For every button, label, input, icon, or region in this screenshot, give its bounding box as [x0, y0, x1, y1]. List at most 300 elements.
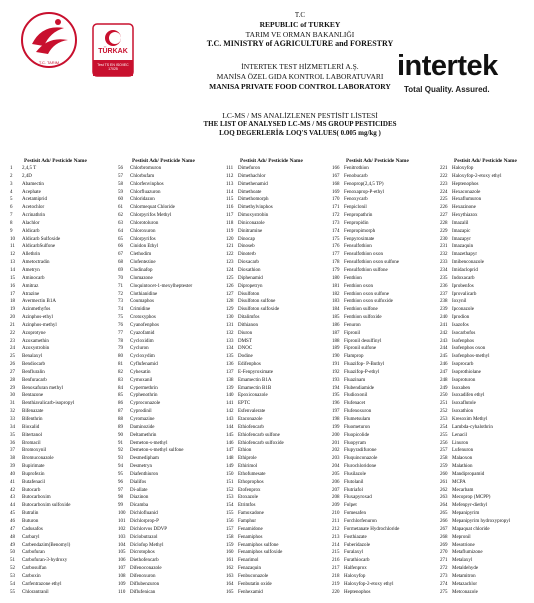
- row-number: 198: [332, 417, 340, 422]
- pesticide-name: Halfenprox: [344, 566, 367, 572]
- pesticide-row: [118, 526, 222, 534]
- row-number: 57: [118, 173, 123, 179]
- row-number: 21: [10, 322, 15, 328]
- row-number: 222: [440, 173, 448, 179]
- pesticide-name: Dimethylvinphos: [238, 205, 273, 211]
- row-number: 118: [226, 220, 234, 226]
- pesticide-row: [118, 338, 222, 346]
- pesticide-row: [10, 173, 114, 181]
- pesticide-name: Dimethoate: [238, 189, 262, 195]
- pesticide-name: Ethoprophos: [238, 479, 264, 485]
- pesticide-row: [118, 424, 222, 432]
- pesticide-row: [10, 189, 114, 197]
- pesticide-name: Butocarboxim sulfoxide: [22, 503, 71, 509]
- pesticide-row: [226, 338, 330, 346]
- pesticide-name: Hexaflumuron: [452, 197, 482, 203]
- row-number: 171: [332, 205, 340, 211]
- pesticide-name: Fuberidazole: [344, 542, 371, 548]
- pesticide-row: [118, 236, 222, 244]
- pesticide-name: Flubendiamide: [344, 385, 374, 391]
- pesticide-row: [332, 526, 436, 534]
- pesticide-name: Iprovalicarb: [452, 291, 477, 297]
- pesticide-name: Dichlofluanid: [130, 511, 158, 517]
- row-number: 206: [332, 479, 340, 485]
- pesticide-name: 2,4D: [22, 173, 32, 179]
- pesticide-row: [10, 534, 114, 542]
- pesticide-name: Avermectin B1A: [22, 299, 56, 305]
- row-number: 129: [226, 307, 234, 313]
- pesticide-row: [226, 353, 330, 361]
- pesticide-row: [10, 463, 114, 471]
- pesticide-name: Dichlorprop-P: [130, 518, 159, 524]
- row-number: 121: [226, 244, 234, 250]
- row-number: 240: [440, 315, 448, 321]
- pesticide-name: Cyprodinil: [130, 409, 152, 415]
- pesticide-row: [226, 173, 330, 181]
- pesticide-row: [226, 487, 330, 495]
- pesticide-row: [10, 408, 114, 416]
- pesticide-row: [332, 369, 436, 377]
- pesticide-name: Fensulfothion oxon sulfone: [344, 260, 399, 266]
- pesticide-row: [226, 510, 330, 518]
- row-number: 114: [226, 189, 234, 195]
- row-number: 24: [10, 346, 15, 352]
- pesticide-name: EPTC: [238, 401, 251, 407]
- pesticide-row: [10, 204, 114, 212]
- row-number: 248: [440, 377, 448, 383]
- row-number: 73: [118, 299, 123, 305]
- pesticide-row: [440, 212, 530, 220]
- pesticide-row: [10, 557, 114, 565]
- row-number: 208: [332, 495, 340, 501]
- pesticide-row: [118, 220, 222, 228]
- pesticide-name: Fomesafen: [344, 511, 366, 517]
- pesticide-name: Bioxalid: [22, 424, 40, 430]
- row-number: 265: [440, 511, 448, 517]
- pesticide-name: Fipronil sulfone: [344, 346, 377, 352]
- pesticide-row: [118, 549, 222, 557]
- row-number: 242: [440, 330, 448, 336]
- row-number: 84: [118, 385, 123, 391]
- row-number: 28: [10, 377, 15, 383]
- pesticide-row: [10, 494, 114, 502]
- pesticide-row: [118, 228, 222, 236]
- pesticide-name: E-Fenpyroximate: [238, 369, 273, 375]
- row-number: 79: [118, 346, 123, 352]
- svg-text:T.C. TARIM: T.C. TARIM: [38, 60, 60, 65]
- pesticide-row: [332, 542, 436, 550]
- pesticide-name: Chlorotoluron: [130, 220, 159, 226]
- pesticide-name: Azoxamethin: [22, 338, 49, 344]
- pesticide-row: [118, 510, 222, 518]
- pesticide-row: [226, 298, 330, 306]
- row-number: 174: [332, 228, 340, 234]
- row-number: 40: [10, 471, 15, 477]
- pesticide-row: [226, 565, 330, 573]
- pesticide-name: 2,4,5 T: [22, 166, 37, 171]
- pesticide-name: Fenthion sulfoxide: [344, 315, 382, 321]
- pesticide-name: Dicrotophos: [130, 550, 155, 556]
- row-number: 62: [118, 213, 123, 219]
- row-number: 20: [10, 315, 15, 321]
- row-number: 136: [226, 362, 234, 368]
- pesticide-name: Cypermethrin: [130, 385, 158, 391]
- pesticide-row: [10, 471, 114, 479]
- pesticide-name: Emamectin B1A: [238, 377, 272, 383]
- row-number: 72: [118, 291, 123, 297]
- row-number: 23: [10, 338, 15, 344]
- row-number: 101: [118, 518, 126, 524]
- pesticide-row: [332, 440, 436, 448]
- row-number: 213: [332, 534, 340, 540]
- pesticide-name: Clomazone: [130, 275, 153, 281]
- row-number: 93: [118, 456, 123, 462]
- row-number: 123: [226, 260, 234, 266]
- row-number: 68: [118, 260, 123, 266]
- row-number: 201: [332, 440, 340, 446]
- pesticide-row: [118, 447, 222, 455]
- pesticide-name: Crimidine: [130, 307, 151, 313]
- pesticide-row: [226, 424, 330, 432]
- row-number: 135: [226, 354, 234, 360]
- row-number: 159: [226, 542, 234, 548]
- pesticide-row: [10, 502, 114, 510]
- row-number: 42: [10, 487, 15, 493]
- pesticide-name: Diphenamid: [238, 275, 263, 281]
- pesticide-name: Fenamiphos sulfone: [238, 542, 279, 548]
- pesticide-row: [226, 228, 330, 236]
- row-number: 143: [226, 417, 234, 422]
- pesticide-row: [440, 534, 530, 542]
- pesticide-row: [226, 322, 330, 330]
- pesticide-name: Fensulfothion: [344, 244, 372, 250]
- pesticide-row: [10, 236, 114, 244]
- pesticide-row: [118, 518, 222, 526]
- row-number: 202: [332, 448, 340, 454]
- pesticide-row: [332, 220, 436, 228]
- pesticide-row: [332, 463, 436, 471]
- pesticide-row: [226, 479, 330, 487]
- row-number: 38: [10, 456, 15, 462]
- pesticide-name: Carbendazim(Benomyl): [22, 542, 71, 548]
- row-number: 125: [226, 275, 234, 281]
- pesticide-name: Diazinon: [130, 495, 149, 501]
- pesticide-name: Dithianon: [238, 322, 258, 328]
- pesticide-name: Butafenacil: [22, 479, 46, 485]
- pesticide-row: [440, 173, 530, 181]
- pesticide-name: Esfenvalerate: [238, 409, 266, 415]
- pesticide-name: Cyhexatin: [130, 369, 151, 375]
- row-number: 64: [118, 228, 123, 234]
- pesticide-row: [332, 228, 436, 236]
- pesticide-name: Metconazole: [452, 589, 478, 595]
- pesticide-name: Metaldehyde: [452, 566, 479, 572]
- header-lab-tr2: MANİSA ÖZEL GIDA KONTROL LABORATUVARI: [216, 72, 384, 81]
- row-number: 223: [440, 181, 448, 187]
- row-number: 158: [226, 534, 234, 540]
- pesticide-name: Aldicarb: [22, 228, 40, 234]
- header-lab-tr1: İNTERTEK TEST HİZMETLERİ A.Ş.: [241, 62, 359, 71]
- pesticide-row: [332, 455, 436, 463]
- pesticide-name: Aldicarb Sulfoxide: [22, 236, 61, 242]
- row-number: 236: [440, 283, 448, 289]
- pesticide-name: Formetanate Hydrochloride: [344, 526, 400, 532]
- pesticide-row: [332, 487, 436, 495]
- pesticide-row: [118, 345, 222, 353]
- row-number: 259: [440, 464, 448, 470]
- row-number: 189: [332, 346, 340, 352]
- header-ministry-tr: TARIM VE ORMAN BAKANLIĞI: [245, 30, 355, 39]
- row-number: 8: [10, 220, 13, 226]
- row-number: 16: [10, 283, 15, 289]
- row-number: 17: [10, 291, 15, 297]
- row-number: 148: [226, 456, 234, 462]
- pesticide-name: Fluopyram: [344, 440, 366, 446]
- pesticide-name: Azinphos-methyl: [22, 322, 57, 328]
- pesticide-name: Dimethomorph: [238, 197, 269, 203]
- pesticide-row: [440, 228, 530, 236]
- pesticide-name: MCPA: [452, 479, 466, 485]
- row-number: 90: [118, 432, 123, 438]
- row-number: 194: [332, 385, 340, 391]
- pesticide-name: Fenoxaprop-P-ethyl: [344, 189, 384, 195]
- pesticide-name: Malathion: [452, 464, 473, 470]
- pesticide-row: [332, 549, 436, 557]
- row-number: 147: [226, 448, 234, 454]
- row-number: 244: [440, 346, 448, 352]
- pesticide-row: [440, 526, 530, 534]
- pesticide-name: Bifenazate: [22, 409, 44, 415]
- row-number: 92: [118, 448, 123, 454]
- pesticide-name: Fenamiphos: [238, 534, 263, 540]
- row-number: 227: [440, 213, 448, 219]
- pesticide-row: [440, 353, 530, 361]
- row-number: 30: [10, 393, 15, 399]
- row-number: 103: [118, 534, 126, 540]
- pesticide-name: Lufenuron: [452, 448, 474, 454]
- pesticide-name: Cyanofenphos: [130, 322, 159, 328]
- row-number: 117: [226, 213, 234, 219]
- row-number: 134: [226, 346, 234, 352]
- row-number: 22: [10, 330, 15, 336]
- row-number: 45: [10, 511, 15, 517]
- pesticide-name: Haloxyfop: [452, 166, 474, 171]
- pesticide-name: Isoxathion: [452, 409, 474, 415]
- pesticide-row: [440, 392, 530, 400]
- pesticide-row: [332, 385, 436, 393]
- pesticide-name: Carbofuran-3-hydroxy: [22, 558, 68, 564]
- row-number: 258: [440, 456, 448, 462]
- row-number: 178: [332, 260, 340, 266]
- row-number: 26: [10, 362, 15, 368]
- row-number: 262: [440, 487, 448, 493]
- row-number: 132: [226, 330, 234, 336]
- pesticide-row: [440, 338, 530, 346]
- pesticide-row: [10, 275, 114, 283]
- pesticide-name: Dioxathion: [238, 267, 261, 273]
- row-number: 155: [226, 511, 234, 517]
- pesticide-row: [118, 243, 222, 251]
- intertek-tagline: Total Quality. Assured.: [404, 85, 490, 94]
- pesticide-name: Difenoxuron: [130, 573, 156, 579]
- pesticide-name: Buturon: [22, 518, 39, 524]
- row-number: 230: [440, 236, 448, 242]
- row-number: 268: [440, 534, 448, 540]
- pesticide-row: [118, 534, 222, 542]
- pesticide-row: [440, 573, 530, 581]
- pesticide-row: [440, 487, 530, 495]
- pesticide-row: [332, 408, 436, 416]
- row-number: 249: [440, 385, 448, 391]
- pesticide-name: Bentazone: [22, 393, 44, 399]
- pesticide-row: [226, 408, 330, 416]
- pesticide-row: [10, 455, 114, 463]
- pesticide-name: Flufenacet: [344, 401, 366, 407]
- pesticide-name: Azoxystrobin: [22, 346, 50, 352]
- pesticide-name: Clofentezine: [130, 260, 156, 266]
- pesticide-name: Chlorantranil: [22, 589, 49, 595]
- pesticide-name: Fenpiclonil: [344, 205, 367, 211]
- row-number: 217: [332, 566, 340, 572]
- pesticide-name: Chlorfluazuron: [130, 189, 161, 195]
- row-number: 214: [332, 542, 340, 548]
- pesticide-name: Amitraz: [22, 283, 39, 289]
- row-number: 122: [226, 252, 234, 258]
- pesticide-name: Cymoxanil: [130, 377, 153, 383]
- row-number: 60: [118, 197, 123, 203]
- pesticide-row: [440, 181, 530, 189]
- pesticide-name: Fenpropidin: [344, 220, 369, 226]
- pesticide-name: Butralin: [22, 511, 39, 517]
- pesticide-name: Azinmethyfos: [22, 307, 51, 313]
- row-number: 19: [10, 307, 15, 313]
- row-number: 234: [440, 267, 448, 273]
- pesticide-row: [10, 385, 114, 393]
- pesticide-row: [10, 330, 114, 338]
- row-number: 59: [118, 189, 123, 195]
- pesticide-name: Bifenthrin: [22, 417, 43, 422]
- pesticide-row: [332, 479, 436, 487]
- pesticide-row: [332, 267, 436, 275]
- pesticide-row: [10, 165, 114, 173]
- pesticide-row: [118, 471, 222, 479]
- pesticide-name: Bitertanol: [22, 432, 42, 438]
- pesticide-row: [332, 432, 436, 440]
- row-number: 81: [118, 362, 123, 368]
- pesticide-name: Ethiofencarb: [238, 424, 264, 430]
- pesticide-row: [118, 369, 222, 377]
- row-number: 3: [10, 181, 13, 187]
- pesticide-name: Carbaryl: [22, 534, 40, 540]
- pesticide-name: Cloquintocet-1-mexylheptester: [130, 283, 193, 289]
- row-number: 181: [332, 283, 340, 289]
- pesticide-name: Disulfoton sulfone: [238, 299, 276, 305]
- pesticide-name: Azoprotyne: [22, 330, 46, 336]
- row-number: 232: [440, 252, 448, 258]
- pesticide-name: Abamectin: [22, 181, 44, 187]
- pesticide-row: [332, 314, 436, 322]
- row-number: 239: [440, 307, 448, 313]
- column-header: Pestisit Adı/ Pesticide Name: [24, 158, 87, 164]
- row-number: 215: [332, 550, 340, 556]
- pesticide-row: [226, 267, 330, 275]
- pesticide-row: [226, 455, 330, 463]
- pesticide-name: Metalaxyl: [452, 558, 473, 564]
- pesticide-name: Fenhexamid: [238, 589, 263, 595]
- row-number: 247: [440, 369, 448, 375]
- pesticide-row: [332, 196, 436, 204]
- pesticide-name: Fluopicolide: [344, 432, 370, 438]
- pesticide-row: [332, 298, 436, 306]
- row-number: 272: [440, 566, 448, 572]
- pesticide-name: Haloxyfop: [344, 573, 366, 579]
- row-number: 70: [118, 275, 123, 281]
- pesticide-name: Malaoxon: [452, 456, 473, 462]
- pesticide-row: [118, 392, 222, 400]
- pesticide-row: [118, 330, 222, 338]
- pesticide-name: Fenpropimorph: [344, 228, 376, 234]
- row-number: 77: [118, 330, 123, 336]
- row-number: 48: [10, 534, 15, 540]
- pesticide-name: Fenpyroximate: [344, 236, 375, 242]
- pesticide-row: [440, 479, 530, 487]
- row-number: 43: [10, 495, 15, 501]
- pesticide-row: [118, 314, 222, 322]
- pesticide-row: [226, 243, 330, 251]
- pesticide-row: [332, 565, 436, 573]
- pesticide-row: [118, 251, 222, 259]
- pesticide-row: [10, 479, 114, 487]
- row-number: 120: [226, 236, 234, 242]
- pesticide-name: Ethion: [238, 448, 252, 454]
- pesticide-name: Diafenthiuron: [130, 471, 159, 477]
- pesticide-name: Famoxadone: [238, 511, 264, 517]
- row-number: 126: [226, 283, 234, 289]
- pesticide-row: [440, 345, 530, 353]
- row-number: 199: [332, 424, 340, 430]
- pesticide-name: Fluquinconazole: [344, 456, 378, 462]
- pesticide-name: Fenthion oxon sulfoxide: [344, 299, 393, 305]
- pesticide-name: Chlorbromuron: [130, 166, 162, 171]
- row-number: 113: [226, 181, 234, 187]
- pesticide-name: Fensulfothion sulfone: [344, 267, 388, 273]
- pesticide-name: Diethofencarb: [130, 558, 159, 564]
- pesticide-row: [440, 259, 530, 267]
- pesticide-row: [332, 306, 436, 314]
- pesticide-row: [332, 377, 436, 385]
- row-number: 44: [10, 503, 15, 509]
- pesticide-row: [10, 251, 114, 259]
- pesticide-row: [440, 314, 530, 322]
- pesticide-name: Hexazinone: [452, 205, 476, 211]
- pesticide-row: [332, 236, 436, 244]
- pesticide-row: [118, 440, 222, 448]
- row-number: 161: [226, 558, 234, 564]
- pesticide-name: Chlorpyrifos: [130, 236, 156, 242]
- row-number: 225: [440, 197, 448, 203]
- row-number: 221: [440, 166, 448, 171]
- row-number: 203: [332, 456, 340, 462]
- row-number: 18: [10, 299, 15, 305]
- row-number: 141: [226, 401, 234, 407]
- pesticide-name: Diflufenican: [130, 589, 156, 595]
- pesticide-name: Ipconazole: [452, 307, 474, 313]
- loq-values: LOQ DEGERLERİ& LOQ'S VALUES( 0.005 mg/kg ): [219, 129, 381, 137]
- row-number: 168: [332, 181, 340, 187]
- pesticide-row: [226, 385, 330, 393]
- intertek-logo: intertek: [397, 50, 498, 82]
- row-number: 53: [10, 573, 15, 579]
